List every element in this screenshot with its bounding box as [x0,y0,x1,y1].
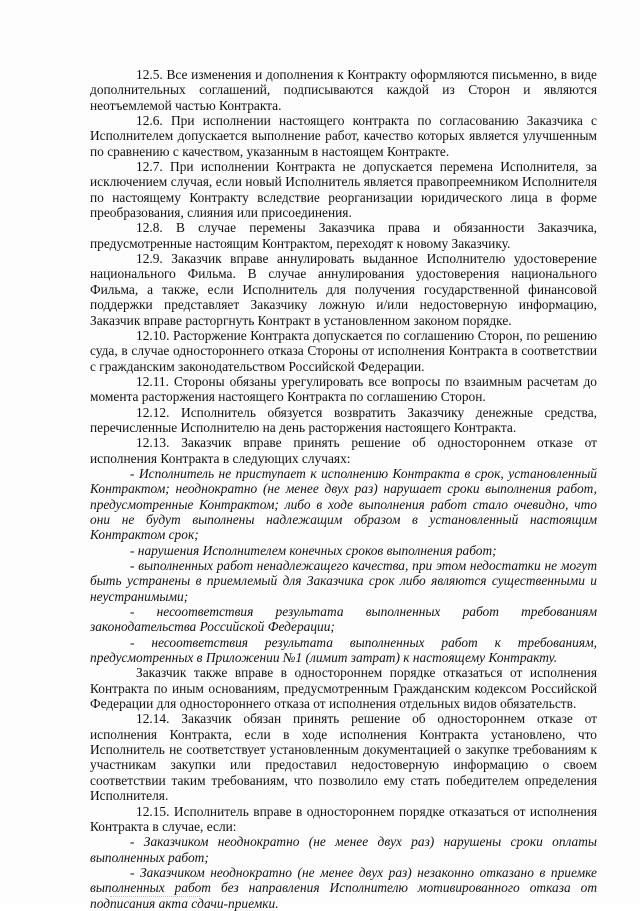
scan-artifact [110,896,200,901]
clause-12-15: 12.15. Исполнитель вправе в одностороннем порядке отказаться от исполнения Контракта в случае, если: [90,803,597,834]
clause-12-10: 12.10. Расторжение Контракта допускается по соглашению Сторон, по решению суда, в случае одностороннего отказа Стороны от исполнения Контракта в соответствии с гражданским законодательством Российской Федерации. [90,327,597,374]
contract-text [90,67,597,911]
clause-12-13-item-2: - нарушения Исполнителем конечных сроков выполнения работ; [130,542,497,558]
clause-12-6: 12.6. При исполнении настоящего контракта по согласованию Заказчика с Исполнителем допускается выполнение работ, качество которых является улучшенным по сравнению с качеством, указанным в настоящем Контракте. [90,113,597,159]
clause-12-13-item-5: - несоответствия результата выполненных работ к требованиям, предусмотренных в Приложении №1 (лимит затрат) к настоящему Контракту. [90,634,597,666]
clause-12-9: 12.9. Заказчик вправе аннулировать выданное Исполнителю удостоверение национального Фильма. В случае аннулирования удостоверения национального Фильма, а также, если Исполнитель для получения государственной финансовой поддержки представляет Заказчику ложную и/или недостоверную информацию, Заказчик вправе расторгнуть Контракт в установленном законом порядке. [90,251,597,328]
clause-12-5: 12.5. Все изменения и дополнения к Контракту оформляются письменно, в виде дополнительных соглашений, подписываются каждой из Сторон и являются неотъемлемой частью Контракта. [90,67,597,113]
clause-12-13: 12.13. Заказчик вправе принять решение об одностороннем отказе от исполнения Контракта в следующих случаях: [90,435,597,466]
clause-12-14: 12.14. Заказчик обязан принять решение об одностороннем отказе от исполнения Контракта, если в ходе исполнения Контракта установлено, что Исполнитель не соответствует установленным документацией о закупке требованиям к участникам закупки или предоставил недостоверную информацию о своем соответствии таким требованиям, что позволило ему стать победителем определения Исполнителя. [90,711,597,804]
clause-12-13-item-3: - выполненных работ ненадлежащего качества, при этом недостатки не могут быть устранены в приемлемый для Заказчика срок либо являются существенными и неустранимыми; [90,558,597,604]
clause-12-15-item-2: - Заказчиком неоднократно (не менее двух раз) незаконно отказано в приемке выполненных работ без направления Исполнителю мотивированного отказа от подписания акта сдачи-приемки. [90,864,597,911]
clause-12-8: 12.8. В случае перемены Заказчика права и обязанности Заказчика, предусмотренные настоящим Контрактом, переходят к новому Заказчику. [90,220,597,251]
clause-12-13-item-4: - несоответствия результата выполненных работ требованиям законодательства Российской Федерации; [90,604,597,635]
clause-12-15-item-1: - Заказчиком неоднократно (не менее двух раз) нарушены сроки оплаты выполненных работ; [90,834,597,865]
clause-12-13-other-grounds: Заказчик также вправе в одностороннем порядке отказаться от исполнения Контракта по иным основаниям, предусмотренным Гражданским кодексом Российской Федерации для одностороннего отказа от исполнения отдельных видов обязательств. [90,665,597,712]
clause-12-13-item-1: - Исполнитель не приступает к исполнению Контракта в срок, установленный Контрактом; неоднократно (не менее двух раз) нарушает сроки выполнения работ, предусмотренные Контрактом; либо в ходе выполнения работ стало очевидно, что они не будут выполнены надлежащим образом в установленный настоящим Контрактом срок; [90,465,597,543]
clause-12-11: 12.11. Стороны обязаны урегулировать все вопросы по взаимным расчетам до момента расторжения настоящего Контракта по соглашению Сторон. [90,373,597,405]
clause-12-7: 12.7. При исполнении Контракта не допускается перемена Исполнителя, за исключением случая, если новый Исполнитель является правопреемником Исполнителя по настоящему Контракту вследствие реорганизации юридического лица в форме преобразования, слияния или присоединения. [90,159,597,221]
clause-12-12: 12.12. Исполнитель обязуется возвратить Заказчику денежные средства, перечисленные Исполнителю на день расторжения настоящего Контракта. [90,404,597,435]
